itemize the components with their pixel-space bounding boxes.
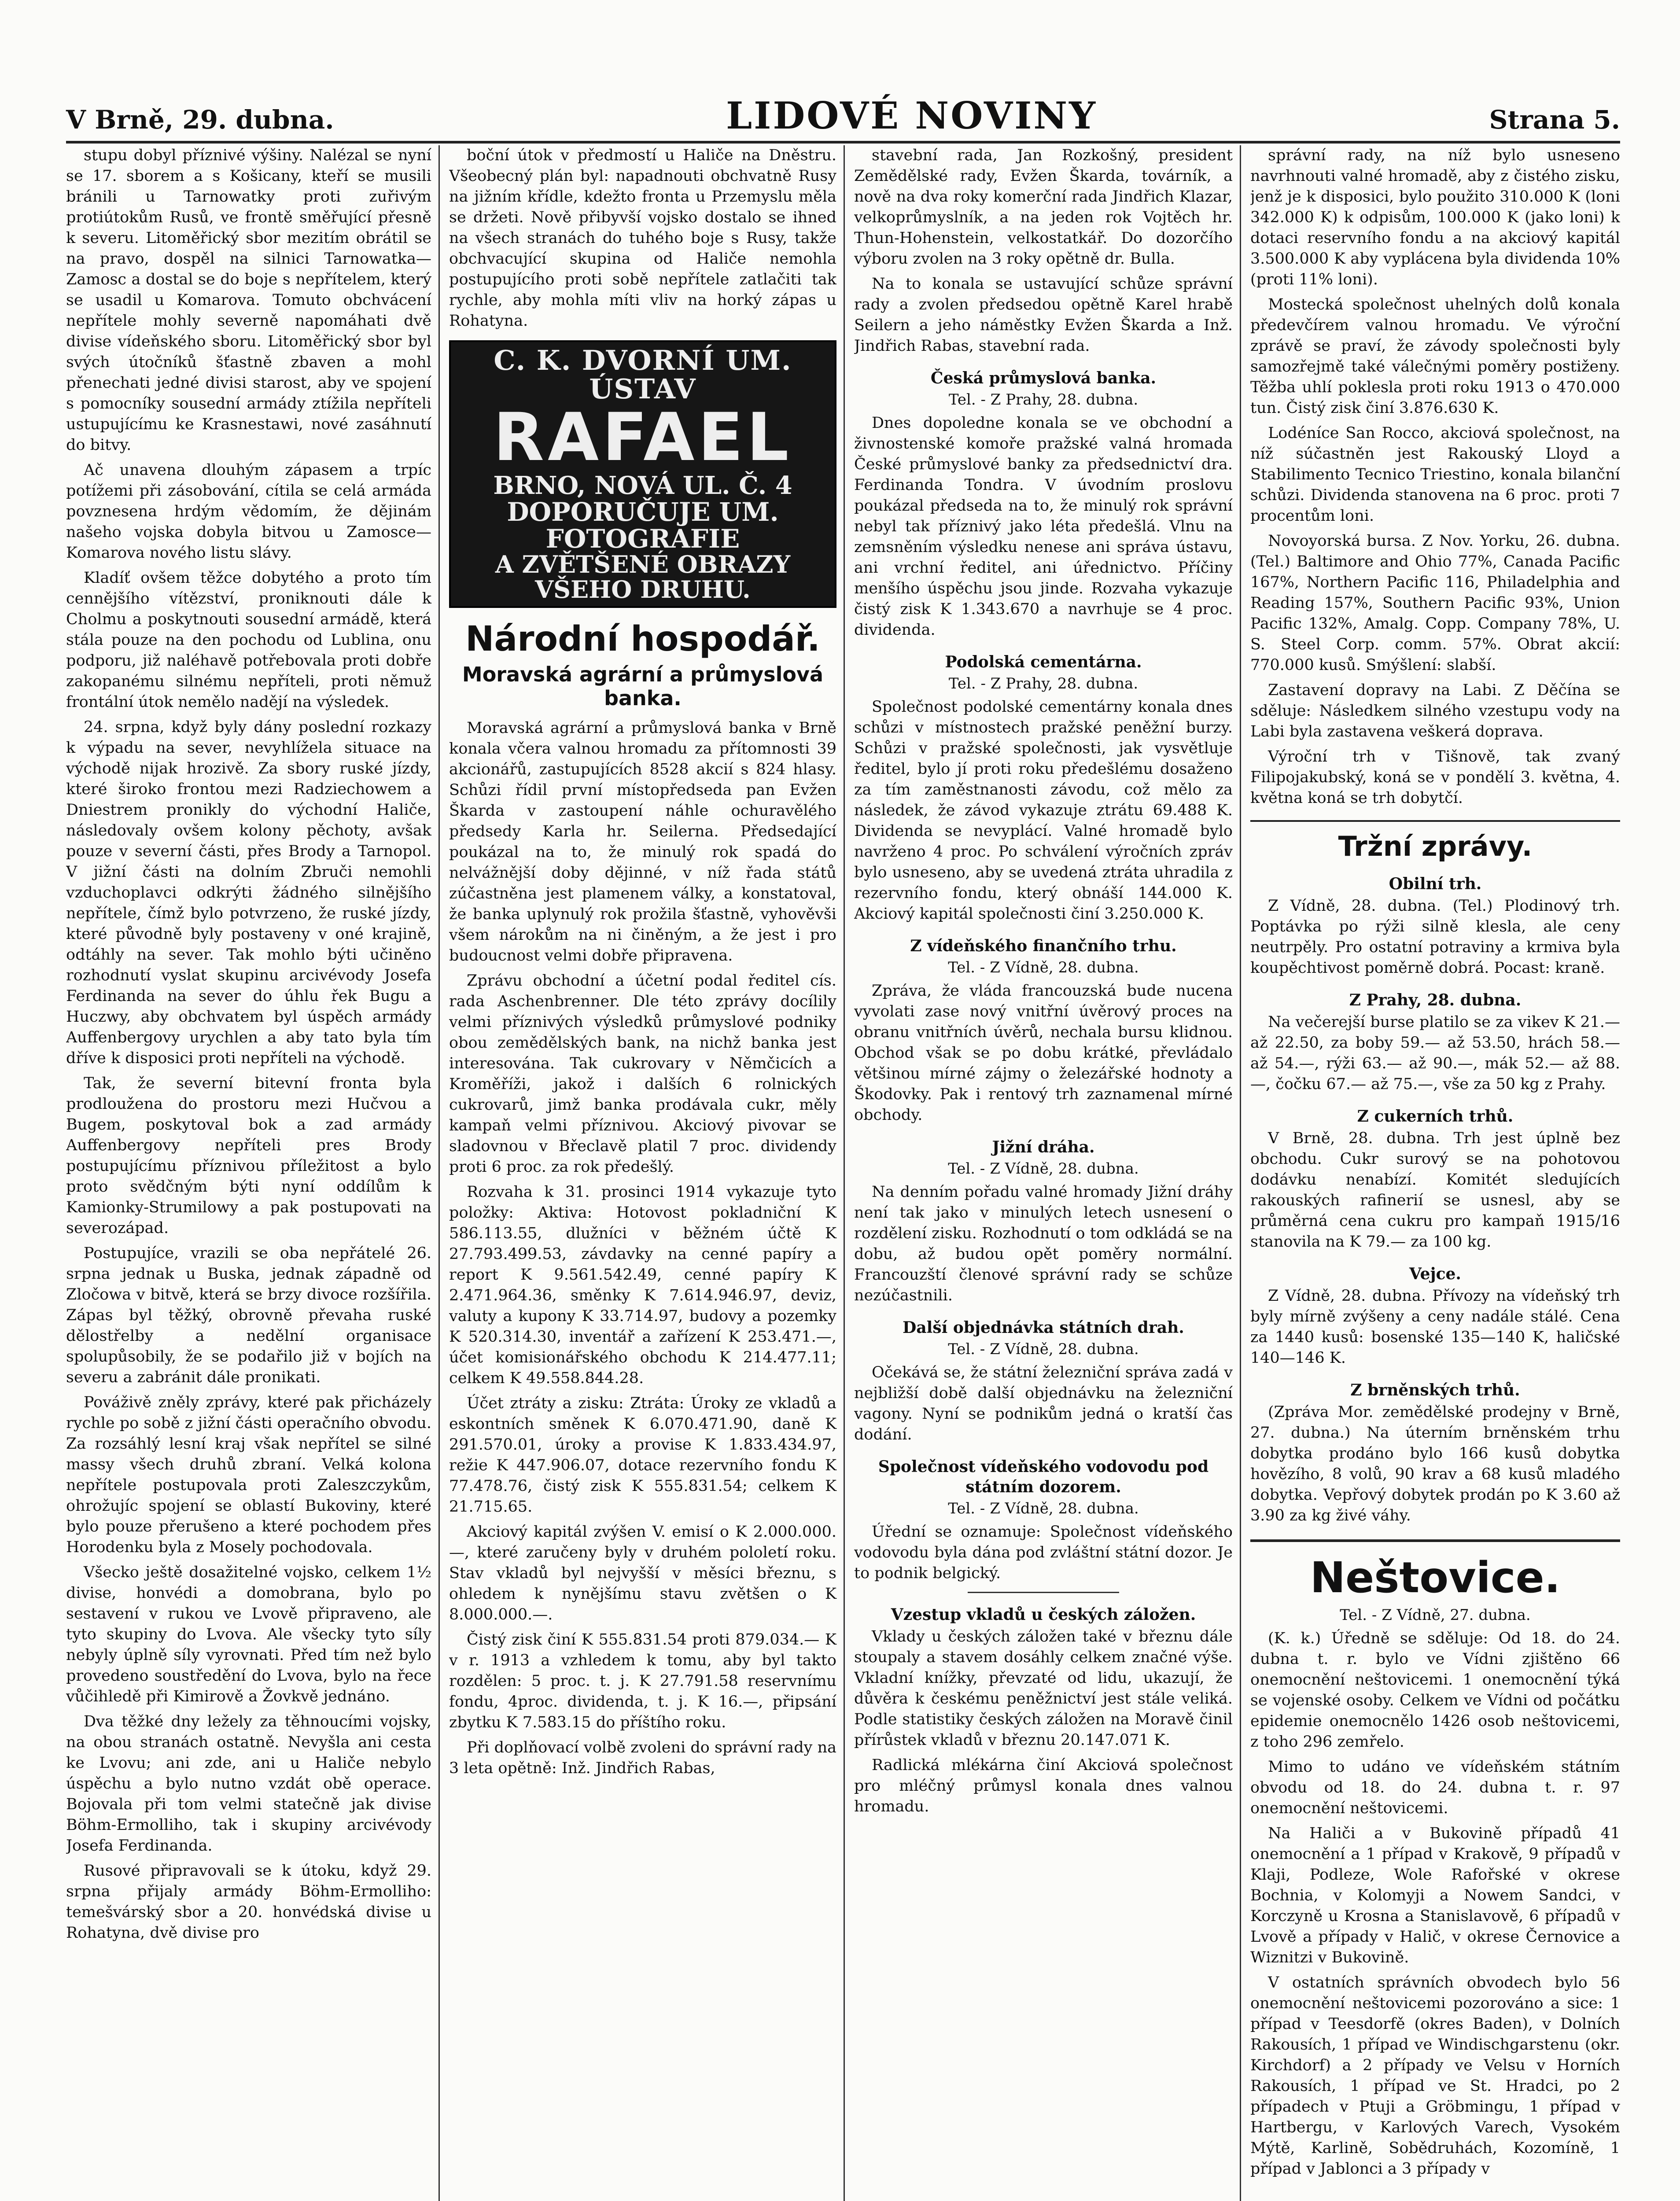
ad-line: A ZVĚTŠENÉ OBRAZY VŠEHO DRUHU. xyxy=(495,550,791,604)
article-paragraph: Zprávu obchodní a účetní podal ředitel cís. rada Aschenbrenner. Dle této zprávy docílily velmi příznivých výsledků průmyslové podniky obou zemědělských bank, na nichž banka jest interesována. Tak cukrovary v Němčicích a Kroměříži, jakož i dalších 6 rolnických cukrovarů, jimž banka prodávala cukr, měly kampaň velmi příznivou. Akciový pivovar se sladovnou v Břeclavě platil 7 proc. dividendy proti 6 proc. za rok předešlý. xyxy=(449,972,836,1176)
article-paragraph: Společnost podolské cementárny konala dnes schůzi v místnostech pražské peněžní burzy. Schůzi v pražské společnosti, jak vysvětluje ředitel, bylo jí proti roku předešlému dosaženo za tím zaměstnanosti závodu, což mělo za následek, že závod vykazuje ztrátu 69.488 K. Dividenda se nevyplácí. Valné hromadě bylo navrženo 4 proc. Po schválení výročních zpráv bylo usneseno, aby se uvedená ztráta uhradila z rezervního fondu, který obnáší 144.000 K. Akciový kapitál společnosti činí 3.250.000 K. xyxy=(854,698,1233,923)
article-paragraph: Na Haliči a v Bukovině případů 41 onemocnění a 1 případ v Krakově, 9 případů v Klaji, Podleze, Wole Rafořské v okrese Bochnia, v Kolomyji a Nowem Sandci, v Korczyně u Krosna a Stanislavově, 6 případů v Lvově a případy v Halič, v okrese Černovice a Wiznitzi v Bukovině. xyxy=(1250,1825,1620,1966)
article-paragraph: Z Vídně, 28. dubna. Přívozy na vídeňský trh byly mírně zvýšeny a ceny nadále stálé. Cena za 1440 kusů: bosenské 135—140 K, haličské 140—146 K. xyxy=(1250,1287,1620,1367)
article-heading: Moravská agrární a průmyslová banka. xyxy=(462,663,824,710)
column-4 xyxy=(1250,145,1620,2201)
article-paragraph: Postupujíce, vrazili se oba nepřátelé 26. srpna jednak u Buska, jednak západně od Zločowa v bitvě, která se brzy divoce rozšířila. Zápas byl těžký, obrovně převaha ruské dělostřelby a nedělní organisace spolupůsobily, že se podařilo již v bojích na severu a zabránit dále pronikati. xyxy=(66,1244,431,1386)
article-paragraph: Dva těžké dny ležely za těhnoucími vojsky, na obou stranách ostatně. Nevyšla ani cesta ke Lvovu; ani zde, ani u Haliče nebylo úspěchu a bylo nutno vzdát obě operace. Bojovala při tom velmi statečně jak divise Böhm-Ermolliho, tak i skupiny arcivévody Josefa Ferdinanda. xyxy=(66,1713,431,1855)
rafael-advertisement xyxy=(449,340,836,608)
article-heading: Z Prahy, 28. dubna. xyxy=(1349,991,1522,1009)
article-heading: Podolská cementárna. xyxy=(945,653,1142,671)
article-paragraph: V Brně, 28. dubna. Trh jest úplně bez obchodu. Cukr surový se na pohotovou dodávku nenabízí. Komitét sledujících rakouských rafinerií se usnesl, aby se průměrná cena cukru pro kampaň 1915/16 stanovila na K 79.— za 100 kg. xyxy=(1250,1130,1620,1251)
article-paragraph: Úřední se oznamuje: Společnost vídeňského vodovodu byla dána pod zvláštní státní dozor. Je to podnik belgický. xyxy=(854,1523,1233,1582)
article-heading: Další objednávka státních drah. xyxy=(903,1318,1184,1337)
article-paragraph: Čistý zisk činí K 555.831.54 proti 879.034.— K v r. 1913 a vzhledem k tomu, aby byl takto rozdělen: 5 proc. t. j. K 27.791.58 reservnímu fondu, 4proc. dividenda, t. j. K 16.—, připsání zbytku K 7.583.15 do příštího roku. xyxy=(449,1631,836,1731)
article-paragraph: (Zpráva Mor. zemědělské prodejny v Brně, 27. dubna.) Na úterním brněnském trhu dobytka prodáno bylo 166 kusů dobytka hovězího, 8 volů, 90 krav a 68 kusů mladého dobytka. Vepřový dobytek prodán po K 3.60 až 3.90 za kg živé váhy. xyxy=(1250,1403,1620,1524)
article-paragraph: (K. k.) Úředně se sděluje: Od 18. do 24. dubna t. r. bylo ve Vídni zjištěno 66 onemocnění neštovicemi. 1 onemocnění týká se vojenské osoby. Celkem ve Vídni od počátku epidemie onemocnělo 1426 osob neštovicemi, z toho 296 zemřelo. xyxy=(1250,1630,1620,1751)
article-paragraph: Tak, že severní bitevní fronta byla prodloužena do prostoru mezi Hučvou a Bugem, poskytoval bok a zad armády Auffenbergovy nepříteli pres Brody postupujícímu příznivou příležitost a bylo proto svědčným býti nyní oddílům k Kamionky-Strumilowy a pak postupovati na severozápad. xyxy=(66,1075,431,1237)
article-paragraph: 24. srpna, když byly dány poslední rozkazy k výpadu na sever, nevyhlížela situace na východě nijak hrozivě. Za sbory ruské jízdy, které široko frontou mezi Radziechowem a Dniestrem pronikly do východní Haliče, následovaly ovšem kolony pěchoty, avšak pouze v severní části, přes Brody a Tarnopol. V jižní části na dolním Zbruči nemohli vzduchoplavci odkrýti žádného silnějšího nepřítele, čímž bylo potvrzeno, že ruské jízdy, které původně byly postaveny v oné krajině, odtáhly na sever. Tak mohlo býti učiněno rozhodnutí vyslat skupinu arcivévody Josefa Ferdinanda na sever do úhlu řek Bugu a Huczwy, aby obchvatem byl úspěch armády Auffenbergovy urychlen a aby tato byla tím dříve k disposici proti nepříteli na východě. xyxy=(66,718,431,1067)
article-paragraph: Mostecká společnost uhelných dolů konala předevčírem valnou hromadu. Ve výroční zprávě se praví, že závody společnosti byly samozřejmě také válečnými poměry postiženy. Těžba uhlí poklesla proti roku 1913 o 470.000 tun. Čistý zisk činí 3.876.630 K. xyxy=(1250,296,1620,417)
ad-brand: RAFAEL xyxy=(493,399,792,476)
masthead xyxy=(66,88,1620,144)
article-heading: Společnost vídeňského vodovodu pod státním dozorem. xyxy=(878,1458,1209,1496)
article-paragraph: Zastavení dopravy na Labi. Z Děčína se sděluje: Následkem silného vzestupu vody na Labi byla zastavena veškerá doprava. xyxy=(1250,681,1620,740)
ad-line: DOPORUČUJE UM. FOTOGRAFIE xyxy=(507,497,779,554)
article-paragraph: Novoyorská bursa. Z Nov. Yorku, 26. dubna. (Tel.) Baltimore and Ohio 77%, Canada Pacific 167%, Northern Pacific 116, Philadelphia and Reading 157%, Southern Pacific 93%, Union Pacific 132%, Amalg. Copp. Company 78%, U. S. Steel Corp. comm. 57%. Obrat akcií: 770.000 kusů. Smýšlení: slabší. xyxy=(1250,532,1620,674)
article-heading: Z brněnských trhů. xyxy=(1350,1381,1520,1399)
section-heading: Národní hospodář. xyxy=(465,619,820,659)
column-3 xyxy=(854,145,1241,2201)
article-paragraph: stupu dobyl příznivé výšiny. Nalézal se nyní se 17. sborem a s Košicany, kteří se musili bránili u Tarnowatky proti zuřivým protiútokům Rusů, ve frontě směřující přesně k severu. Litoměřický sbor mezitím obrátil se na pravo, dospěl na silnici Tarnowatka—Zamosc a dostal se do boje s nepřítelem, který se usadil u Komarova. Tomuto obchvácení nepřítele mohly severně napomáhati dvě divise vídeňského sboru. Litoměřický sbor byl svých útočníků šťastně zbaven a mohl přenechati jedné divisi starost, aby ve spojení s pomocníky sousední armády ztížila nepříteli ustupujícímu ke Krasnestawi, nové zasáhnutí do bitvy. xyxy=(66,147,431,454)
article-paragraph: Výroční trh v Tišnově, tak zvaný Filipojakubský, koná se v pondělí 3. května, 4. května koná se trh dobytčí. xyxy=(1250,748,1620,807)
dateline: Tel. - Z Vídně, 28. dubna. xyxy=(948,1340,1139,1358)
article-heading: Jižní dráha. xyxy=(992,1138,1095,1156)
divider xyxy=(968,1592,1119,1593)
article-heading: Vejce. xyxy=(1409,1265,1461,1283)
article-paragraph: V ostatních správních obvodech bylo 56 onemocnění neštovicemi pozorováno a sice: 1 případ v Teesdorfě (okres Baden), v Dolních Rakousích, 1 případ ve Windischgarstenu (okr. Kirchdorf) a 2 případy ve Velsu v Horních Rakousích, 1 případ ve St. Hradci, po 2 případech v Ptuji a Gröbmingu, 1 případ v Hartbergu, v Karlových Varech, Vysokém Mýtě, Karlině, Sobědruhách, Kozomíně, 1 případ v Jablonci a 3 případy v xyxy=(1250,1974,1620,2178)
article-paragraph: Na denním pořadu valné hromady Jižní dráhy není tak jako v minulých letech usnesení o rozdělení zisku. Rozhodnutí o tom odkládá se na dobu, až budou opět poměry normální. Francouzští členové správní rady se schůze nezúčastnili. xyxy=(854,1183,1233,1304)
dateline: Tel. - Z Prahy, 28. dubna. xyxy=(948,675,1138,692)
article-paragraph: Lodéníce San Rocco, akciová společnost, na níž súčastněn jest Rakouský Lloyd a Stabilimento Tecnico Triestino, konala bilanční schůzi. Dividenda stanovena na 6 proc. proti 7 procentům loni. xyxy=(1250,424,1620,525)
article-heading: Z cukerních trhů. xyxy=(1357,1107,1514,1126)
article-paragraph: Mimo to udáno ve vídeňském státním obvodu od 18. do 24. dubna t. r. 97 onemocnění neštovicemi. xyxy=(1250,1758,1620,1817)
article-paragraph: Kladíť ovšem těžce dobytého a proto tím cennějšího vítězství, proniknouti dále k Cholmu a poskytnouti sousední armádě, která stála pouze na den pochodu od Lublina, onu podporu, již naléhavě potřebovala proti dobře zakopanému silnému nepříteli, proti němuž frontální útok nemělo nadějí na výsledek. xyxy=(66,569,431,711)
article-paragraph: Zpráva, že vláda francouzská bude nucena vyvolati zase nový vnitřní úvěrový proces na obranu vnitřních úvěrů, nechala bursu klidnou. Obchod však se po dobu krátké, převládalo většinou mírné zájmy o železářské hodnoty a Škodovky. Pak i rentový trh zaznamenal mírné obchody. xyxy=(854,982,1233,1124)
article-paragraph: Na večerejší burse platilo se za vikev K 21.— až 22.50, za boby 59.— až 53.50, hrách 58.— až 54.—, rýži 63.— až 90.—, mák 52.— až 88.—, čočku 67.— až 75.—, vše za 50 kg z Prahy. xyxy=(1250,1013,1620,1093)
article-heading: Vzestup vkladů u českých záložen. xyxy=(891,1605,1196,1624)
article-paragraph: Rozvaha k 31. prosinci 1914 vykazuje tyto položky: Aktiva: Hotovost pokladniční K 586.113.55, dlužníci v běžném účtě K 27.793.499.53, závdavky na cenné papíry a report K 9.561.542.49, cenné papíry K 2.471.964.36, směnky K 7.614.946.97, deviz, valuty a kupony K 33.714.97, budovy a pozemky K 520.314.30, inventář a zařízení K 253.471.—, účet komisionářského obchodu K 214.477.11; celkem K 49.558.844.28. xyxy=(449,1183,836,1387)
ad-line: C. K. DVORNÍ UM. ÚSTAV xyxy=(494,344,792,405)
article-paragraph: boční útok v předmostí u Haliče na Dněstru. Všeobecný plán byl: napadnouti obchvatně Rusy na jižním křídle, kdežto fronta u Przemyslu měla se držeti. Nově přibyvší vojsko dostalo se ihned na všech stranách do tuhého boje s Rusy, takže obchvacující skupina od Haliče nemohla postupujícího proti sobě nepřítele zatlačiti tak rychle, aby mohla míti vliv na horký zápas u Rohatyna. xyxy=(449,147,836,330)
article-paragraph: Ač unavena dlouhým zápasem a trpíc potížemi při zásobování, cítila se celá armáda povznesena hrdým vědomím, že dějinám našeho vojska dobyla bitvou u Zamosce—Komarova nového listu slávy. xyxy=(66,461,431,562)
article-heading: Obilní trh. xyxy=(1389,875,1482,893)
article-paragraph: Při doplňovací volbě zvoleni do správní rady na 3 leta opětně: Inž. Jindřich Rabas, xyxy=(449,1739,836,1777)
dateline: V Brně, 29. dubna. xyxy=(66,105,334,135)
article-heading: Z vídeňského finančního trhu. xyxy=(910,937,1177,955)
article-paragraph: Vklady u českých záložen také v březnu dále stoupaly a stavem dosáhly celkem značné výše. Vkladní knížky, převzaté od lidu, ukazují, že důvěra k českému peněžnictví jest stále veliká. Podle statistiky českých záložen na Moravě činil přírůstek vkladů v březnu 20.147.071 K. xyxy=(854,1628,1233,1749)
article-paragraph: Na to konala se ustavující schůze správní rady a zvolen předsedou opětně Karel hrabě Seilern a jeho náměstky Evžen Škarda a Inž. Jindřich Rabas, stavební rada. xyxy=(854,275,1233,355)
article-paragraph: Rusové připravovali se k útoku, když 29. srpna přijaly armády Böhm-Ermolliho: temešvárský sbor a 20. honvédská divise u Rohatyna, dvě divise pro xyxy=(66,1862,431,1942)
dateline: Tel. - Z Vídně, 28. dubna. xyxy=(948,959,1139,976)
article-paragraph: Očekává se, že státní železniční správa zadá v nejbližší době další objednávku na železniční vagony. Nyní se podnikům jedná o kratší čas dodání. xyxy=(854,1364,1233,1443)
ad-line: BRNO, NOVÁ UL. Č. 4 xyxy=(493,471,792,500)
article-paragraph: Všecko ještě dosažitelné vojsko, celkem 1½ divise, honvédi a domobrana, bylo po sestavení v rukou ve Lvově připraveno, ale tyto skupiny do Lvova. Ale všecky tyto síly nebyly úplně síly vyrovnati. Před tím než bylo provedeno soustředění do Lvova, bylo na řece vůčihledě při Kimirově a Žovkvě jednáno. xyxy=(66,1564,431,1705)
dateline: Tel. - Z Vídně, 28. dubna. xyxy=(948,1500,1139,1517)
article-paragraph: Pováživě zněly zprávy, které pak přicházely rychle po sobě z jižní části operačního obvodu. Za rozsáhlý lesní kraj však nepřítel se silné massy všech druhů zbraní. Velká kolona nepřítele postupovala proti Zaleszczykům, ohrožujíc spojení se oblastí Bukoviny, které bylo pouze přerušeno a které pochodem přes Horodenku byla z Mosely pochodovala. xyxy=(66,1394,431,1556)
dateline: Tel. - Z Vídně, 27. dubna. xyxy=(1340,1606,1531,1624)
article-paragraph: Z Vídně, 28. dubna. (Tel.) Plodinový trh. Poptávka po rýži silně klesla, ale ceny neutrpěly. Pro ostatní potraviny a krmiva byla koupěchtivost poměrně dobrá. Pocast: kraně. xyxy=(1250,897,1620,977)
dateline: Tel. - Z Vídně, 28. dubna. xyxy=(948,1160,1139,1178)
article-paragraph: Účet ztráty a zisku: Ztráta: Úroky ze vkladů a eskontních směnek K 6.070.471.90, daně K 291.570.01, úroky a provise K 1.833.434.97, režie K 447.906.07, dotace rezervního fondu K 77.478.76, čistý zisk K 555.831.54; celkem K 21.715.65. xyxy=(449,1395,836,1516)
page-number: Strana 5. xyxy=(1489,105,1620,135)
column-2 xyxy=(449,145,845,2201)
dateline: Tel. - Z Prahy, 28. dubna. xyxy=(948,391,1138,409)
newspaper-title: LIDOVÉ NOVINY xyxy=(726,94,1098,137)
section-heading: Tržní zprávy. xyxy=(1250,820,1620,862)
article-paragraph: Radlická mlékárna činí Akciová společnost pro mléčný průmysl konala dnes valnou hromadu. xyxy=(854,1756,1233,1815)
article-paragraph: stavební rada, Jan Rozkošný, president Zemědělské rady, Evžen Škarda, továrník, a nově na dva roky komerční rada Jindřich Klazar, velkoprůmyslník, a na jeden rok Vojtěch hr. Thun-Hohenstein, velkostatkář. Do dozorčího výboru zvolen na 3 roky opětně dr. Bulla. xyxy=(854,147,1233,268)
column-1 xyxy=(66,145,440,2201)
article-paragraph: Dnes dopoledne konala se ve obchodní a živnostenské komoře pražské valná hromada České průmyslové banky za předsednictví dra. Ferdinanda Tondra. V úvodním proslovu poukázal předseda na to, že minulý rok správní nebyl tak příznivý jako léta předešlá. Vlnu na zemsněním výsledku nenese ani správa ústavu, ani vrchní ředitel, ani úřednictvo. Příčiny menšího úspěchu jsou jinde. Rozvaha vykazuje čistý zisk K 1.343.670 a navrhuje se 4 proc. dividenda. xyxy=(854,414,1233,639)
article-paragraph: Moravská agrární a průmyslová banka v Brně konala včera valnou hromadu za přítomnosti 39 akcionářů, zastupujících 8528 akcií s 824 hlasy. Schůzi řídil první místopředseda pan Evžen Škarda v zastoupení náhle ochuravělého předsedy Karla hr. Seilerna. Předsedající poukázal na to, že minulý rok spadá do nelvážnější doby dějinné, v níž řada států zúčastněna jest plamenem války, a konstatoval, že banka uplynulý rok prožila šťastně, vyhověvši všem nárokům na ni činěným, a že jest i pro budoucnost velmi dobře připravena. xyxy=(449,719,836,964)
article-heading: Česká průmyslová banka. xyxy=(930,369,1157,387)
article-paragraph: správní rady, na níž bylo usneseno navrhnouti valné hromadě, aby z čistého zisku, jenž je k disposici, bylo použito 310.000 K (loni 342.000 K) k odpisům, 100.000 K (jako loni) k dotaci reservního fondu a na akciový kapitál 3.500.000 K aby vyplácena byla dividenda 10% (proti 11% loni). xyxy=(1250,147,1620,288)
article-paragraph: Akciový kapitál zvýšen V. emisí o K 2.000.000.—, které zaručeny byly v druhém pololetí roku. Stav vkladů byl nejvyšší v měsíci březnu, s ohledem k nynějšímu stavu zvětšen o K 8.000.000.—. xyxy=(449,1523,836,1623)
section-heading: Neštovice. xyxy=(1250,1539,1620,1602)
